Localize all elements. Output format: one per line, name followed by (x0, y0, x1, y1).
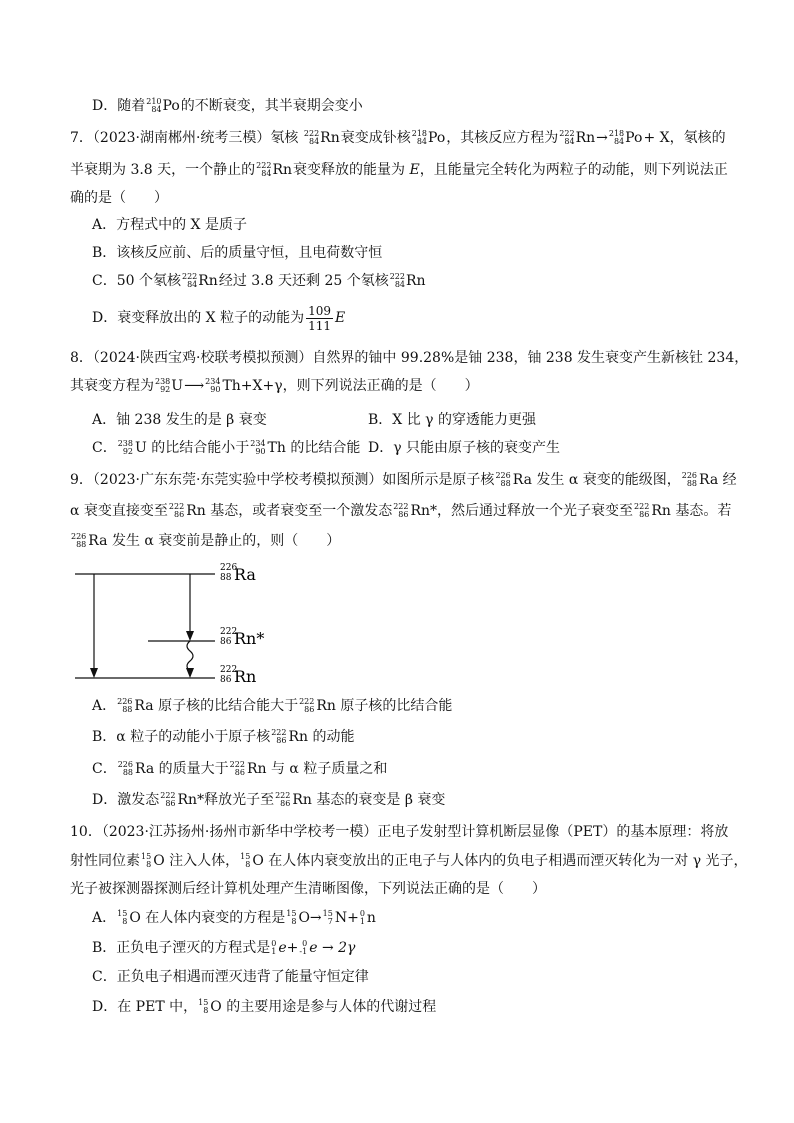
q7-stem-line2: 半衰期为 3.8 天，一个静止的 222 84 Rn 衰变释放的能量为 E，且能量完全转化为两粒子的动能，则下列说法正 (70, 161, 728, 178)
arrow-direct-head (90, 668, 98, 678)
q6-option-d: D．随着 210 84 Po 的不断衰变，其半衰期会变小 (92, 97, 363, 114)
isotope-o15-oa2: 15 8 (286, 909, 297, 926)
isotope-ra226-oa: 226 88 (117, 697, 133, 714)
isotope-o15-a: 15 8 (141, 852, 152, 869)
positron: 0 1 (271, 939, 277, 956)
q8-option-a: A．铀 238 发生的是 β 衰变 (92, 412, 267, 428)
label-rnstar-atomic: 86 (220, 637, 232, 647)
q10-stem-line3: 光子被探测器探测后经计算机处理产生清晰图像，下列说法正确的是（ ） (70, 881, 546, 897)
q7-stem-line3: 确的是（ ） (70, 190, 168, 206)
q10-option-c: C．正负电子相遇而湮灭违背了能量守恒定律 (92, 969, 369, 985)
q9-option-c: C． 226 88 Ra 的质量大于 222 86 Rn 与 α 粒子质量之和 (92, 760, 388, 777)
isotope-rn222-c2: 222 84 Rn (389, 272, 426, 289)
q7-option-a: A．方程式中的 X 是质子 (92, 217, 247, 233)
q10-stem-line1: 10．（2023·江苏扬州·扬州市新华中学校考一模）正电子发射型计算机断层显像（PET）的基本原理：将放 (70, 824, 729, 840)
q8-stem-line1: 8．（2024·陕西宝鸡·校联考模拟预测）自然界的铀中 99.28%是铀 238，铀 238 发生衰变产生新核钍 234， (70, 350, 749, 366)
photon-arrow-head (186, 668, 194, 678)
fraction-109-111: $\frac{109}{111}$ (308, 303, 331, 333)
label-ra-atomic: 88 (220, 573, 232, 583)
label-rn-mass: 222 (220, 665, 238, 675)
q7-option-d: D．衰变释放出的 X 粒子的动能为 $\frac{109}{111}$ E (92, 303, 346, 333)
q7-option-c: C．50 个氡核 222 84 Rn 经过 3.8 天还剩 25 个氡核 222 84 Rn (92, 272, 426, 289)
q10-option-d: D．在 PET 中， 15 8 O 的主要用途是参与人体的代谢过程 (92, 998, 437, 1015)
isotope-rn222-od2: 222 86 (275, 791, 291, 808)
label-rnstar-sym: Rn* (234, 629, 265, 648)
isotope-o15-b: 15 8 (240, 852, 251, 869)
q7-option-b: B．该核反应前、后的质量守恒，且电荷数守恒 (92, 245, 383, 261)
q8-stem-line2: 其衰变方程为 238 92 U ⟶ 234 90 Th+X+γ，则下列说法正确的是（ ） (70, 377, 479, 394)
q10-option-b: B．正负电子湮灭的方程式是 0 1 e+ 0 -1 e → 2γ (92, 939, 356, 956)
isotope-th234: 234 90 (205, 377, 221, 394)
neutron: 0 1 (359, 909, 365, 926)
isotope-th234-c: 234 90 (250, 439, 266, 456)
q9-stem-line2: α 衰变直接变至 222 86 Rn 基态，或者衰变至一个激发态 222 86 Rn*，然后通过释放一个光子衰变至 222 86 Rn 基态。若 (70, 502, 732, 519)
label-rn-sym: Rn (234, 667, 257, 685)
q10-stem-line2: 射性同位素 15 8 O 注入人体， 15 8 O 在人体内衰变放出的正电子与人体内的负电子相遇而湮灭转化为一对 γ 光子， (70, 852, 748, 869)
isotope-ra226-oc: 226 88 (117, 760, 133, 777)
isotope-rn222-c1: 222 84 Rn (181, 272, 218, 289)
q9-option-d: D．激发态 222 86 Rn*释放光子至 222 86 Rn 基态的衰变是 β 衰变 (92, 791, 446, 808)
isotope-po218-eq: 218 84 Po (608, 129, 643, 146)
label-ra-mass: 226 (220, 563, 238, 573)
q8-option-d: D．γ 只能由原子核的衰变产生 (368, 440, 561, 456)
isotope-rn222: 222 84 Rn (303, 129, 340, 146)
label-rnstar-mass: 222 (220, 627, 238, 637)
q9-stem-line3: 226 88 Ra 发生 α 衰变前是静止的，则（ ） (71, 532, 341, 549)
isotope-u238-c: 238 92 (117, 439, 133, 456)
isotope-ra226-b: 226 88 (681, 471, 698, 488)
isotope-rn222-b: 222 84 Rn (256, 161, 293, 178)
label-ra-sym: Ra (234, 565, 256, 584)
isotope-rn222-d: 222 86 (168, 502, 185, 519)
isotope-rn222-oc: 222 86 (229, 760, 245, 777)
isotope-o15-od: 15 8 (198, 998, 209, 1015)
q8-option-b: B．X 比 γ 的穿透能力更强 (368, 412, 536, 428)
energy-level-diagram (70, 560, 310, 685)
isotope-rn222-eq: 222 84 Rn (559, 129, 596, 146)
isotope-ra226-c: 226 88 (71, 532, 87, 549)
electron: 0 -1 (299, 939, 308, 956)
isotope-rn222-ob: 222 86 (271, 728, 287, 745)
isotope-ra226-a: 226 88 (495, 471, 511, 488)
label-rn-atomic: 86 (220, 675, 232, 685)
q7-stem-line1: 7．（2023·湖南郴州·统考三模）氡核 222 84 Rn 衰变成钋核 218 84 Po ，其核反应方程为 222 84 Rn → 218 84 Po + X，氡核的 (70, 129, 726, 146)
photon-wavy-arrow (187, 641, 193, 672)
q9-option-b: B．α 粒子的动能小于原子核 222 86 Rn 的动能 (92, 728, 355, 745)
q8-option-c: C． 238 92 U 的比结合能小于 234 90 Th 的比结合能 (92, 439, 361, 456)
isotope-rn222-e: 222 86 (393, 502, 409, 519)
arrow-excited-head (186, 631, 194, 641)
isotope-po210: 210 84 Po (146, 97, 180, 114)
isotope-po218: 218 84 Po (411, 129, 446, 146)
isotope-o15-oa: 15 8 (117, 909, 128, 926)
q9-stem-line1: 9．（2023·广东东莞·东莞实验中学校考模拟预测）如图所示是原子核 226 88 Ra 发生 α 衰变的能级图， 226 88 Ra 经 (70, 471, 737, 488)
q10-option-a: A． 15 8 O 在人体内衰变的方程是 15 8 O→ 15 7 N+ 0 1 n (92, 909, 376, 926)
q9-option-a: A． 226 88 Ra 原子核的比结合能大于 222 86 Rn 原子核的比结合能 (92, 697, 453, 714)
isotope-n15: 15 7 (322, 909, 333, 926)
isotope-rn222-oa: 222 86 (299, 697, 315, 714)
isotope-u238: 238 92 U (155, 377, 184, 394)
isotope-rn222-f: 222 86 (634, 502, 650, 519)
isotope-rn222-od1: 222 86 (160, 791, 176, 808)
